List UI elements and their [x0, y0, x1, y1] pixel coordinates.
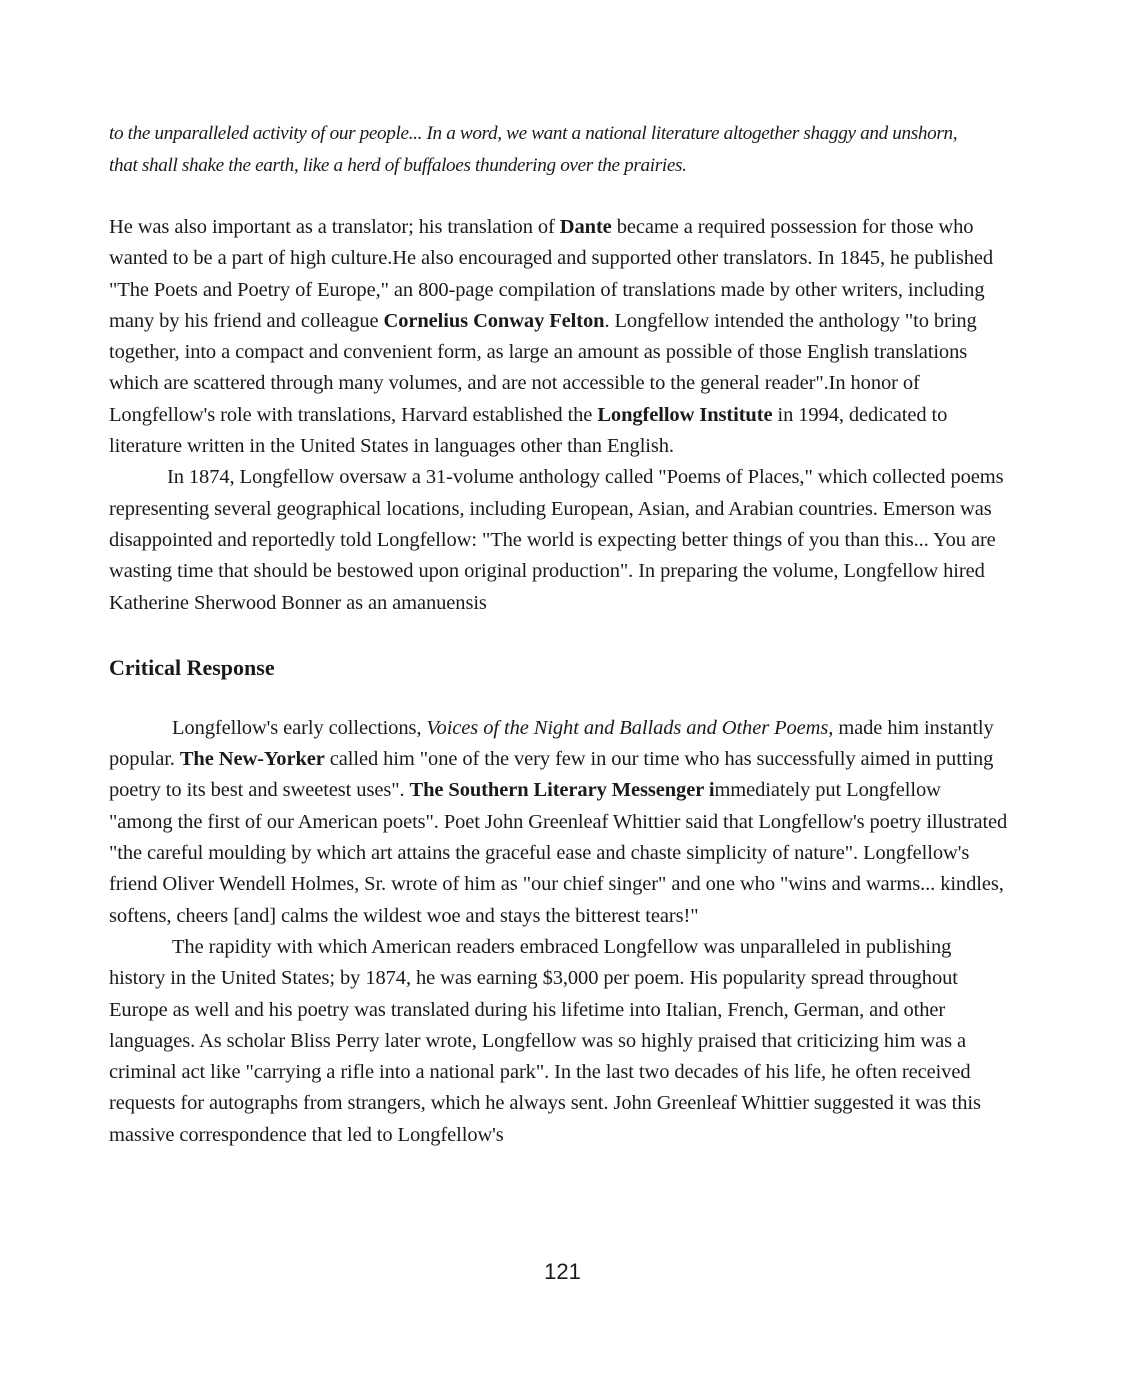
title-voices-of-the-night: Voices of the Night and Ballads and Other Poems [426, 716, 829, 739]
section-heading: Critical Response [109, 654, 275, 680]
page-content [109, 118, 1009, 1151]
text-run: . Longfellow intended the anthology "to bring together, into a compact and convenient form, as large an amount as possible of those English translations which are scattered through many volumes, and are not accessible to the general reader".In honor of Longfellow's role with translations, Harvard established the [109, 309, 977, 426]
paragraph-early-collections [109, 713, 1009, 932]
link-southern-literary-messenger: The Southern Literary Messenger i [409, 779, 715, 802]
text-run: called him "one of the very few in our time who has successfully aimed in putting poetry to its best and sweetest uses". [109, 748, 994, 802]
text-run: became a required possession for those who wanted to be a part of high culture.He also encouraged and supported other translators. In 1845, he published "The Poets and Poetry of Europe," an 800-page compilation of translations made by other writers, including many by his friend and colleague [109, 216, 994, 332]
paragraph-translator [109, 212, 1009, 462]
page-number: 121 [544, 1259, 581, 1284]
text-run: in 1994, dedicated to literature written in the United States in languages other than English. [109, 403, 948, 458]
paragraph-popularity: The rapidity with which American readers embraced Longfellow was unparalleled in publishing history in the United States; by 1874, he was earning $3,000 per poem. His popularity spread throughout Europe as well and his poetry was translated during his lifetime into Italian, French, German, and other languages. As scholar Bliss Perry later wrote, Longfellow was so highly praised that criticizing him was a criminal act like "carrying a rifle into a national park". In the last two decades of his life, he often received requests for autographs from strangers, which he always sent. John Greenleaf Whittier suggested it was this massive correspondence that led to Longfellow's [109, 935, 981, 1146]
quote-line-1: to the unparalleled activity of our people... In a word, we want a national literature altogether shaggy and unshorn, [109, 123, 958, 144]
link-dante: Dante [559, 216, 612, 238]
text-run: , made him instantly popular. [109, 716, 994, 771]
link-felton: Cornelius Conway Felton [383, 309, 605, 332]
link-new-yorker: The New-Yorker [179, 748, 325, 771]
paragraph-poems-of-places: In 1874, Longfellow oversaw a 31-volume anthology called "Poems of Places," which collected poems representing several geographical locations, including European, Asian, and Arabian countries. Emerson was disappointed and reportedly told Longfellow: "The world is expecting better things of you than this... You are wasting time that should be bestowed upon original production". In preparing the volume, Longfellow hired Katherine Sherwood Bonner as an amanuensis [109, 466, 1004, 614]
text-run: Longfellow's early collections, [172, 716, 427, 739]
link-longfellow-institute: Longfellow Institute [597, 403, 773, 426]
text-run: mmediately put Longfellow "among the first of our American poets". Poet John Greenleaf Whittier said that Longfellow's poetry illustrated "the careful moulding by which art attains the graceful ease and chaste simplicity of nature". Longfellow's friend Oliver Wendell Holmes, Sr. wrote of him as "our chief singer" and one who "wins and warms... kindles, softens, cheers [and] calms the wildest woe and stays the bitterest tears!" [109, 779, 1008, 927]
text-run: He was also important as a translator; his translation of [109, 216, 560, 238]
block-quote [109, 118, 1009, 181]
quote-line-2: that shall shake the earth, like a herd of buffaloes thundering over the prairies. [109, 154, 687, 176]
